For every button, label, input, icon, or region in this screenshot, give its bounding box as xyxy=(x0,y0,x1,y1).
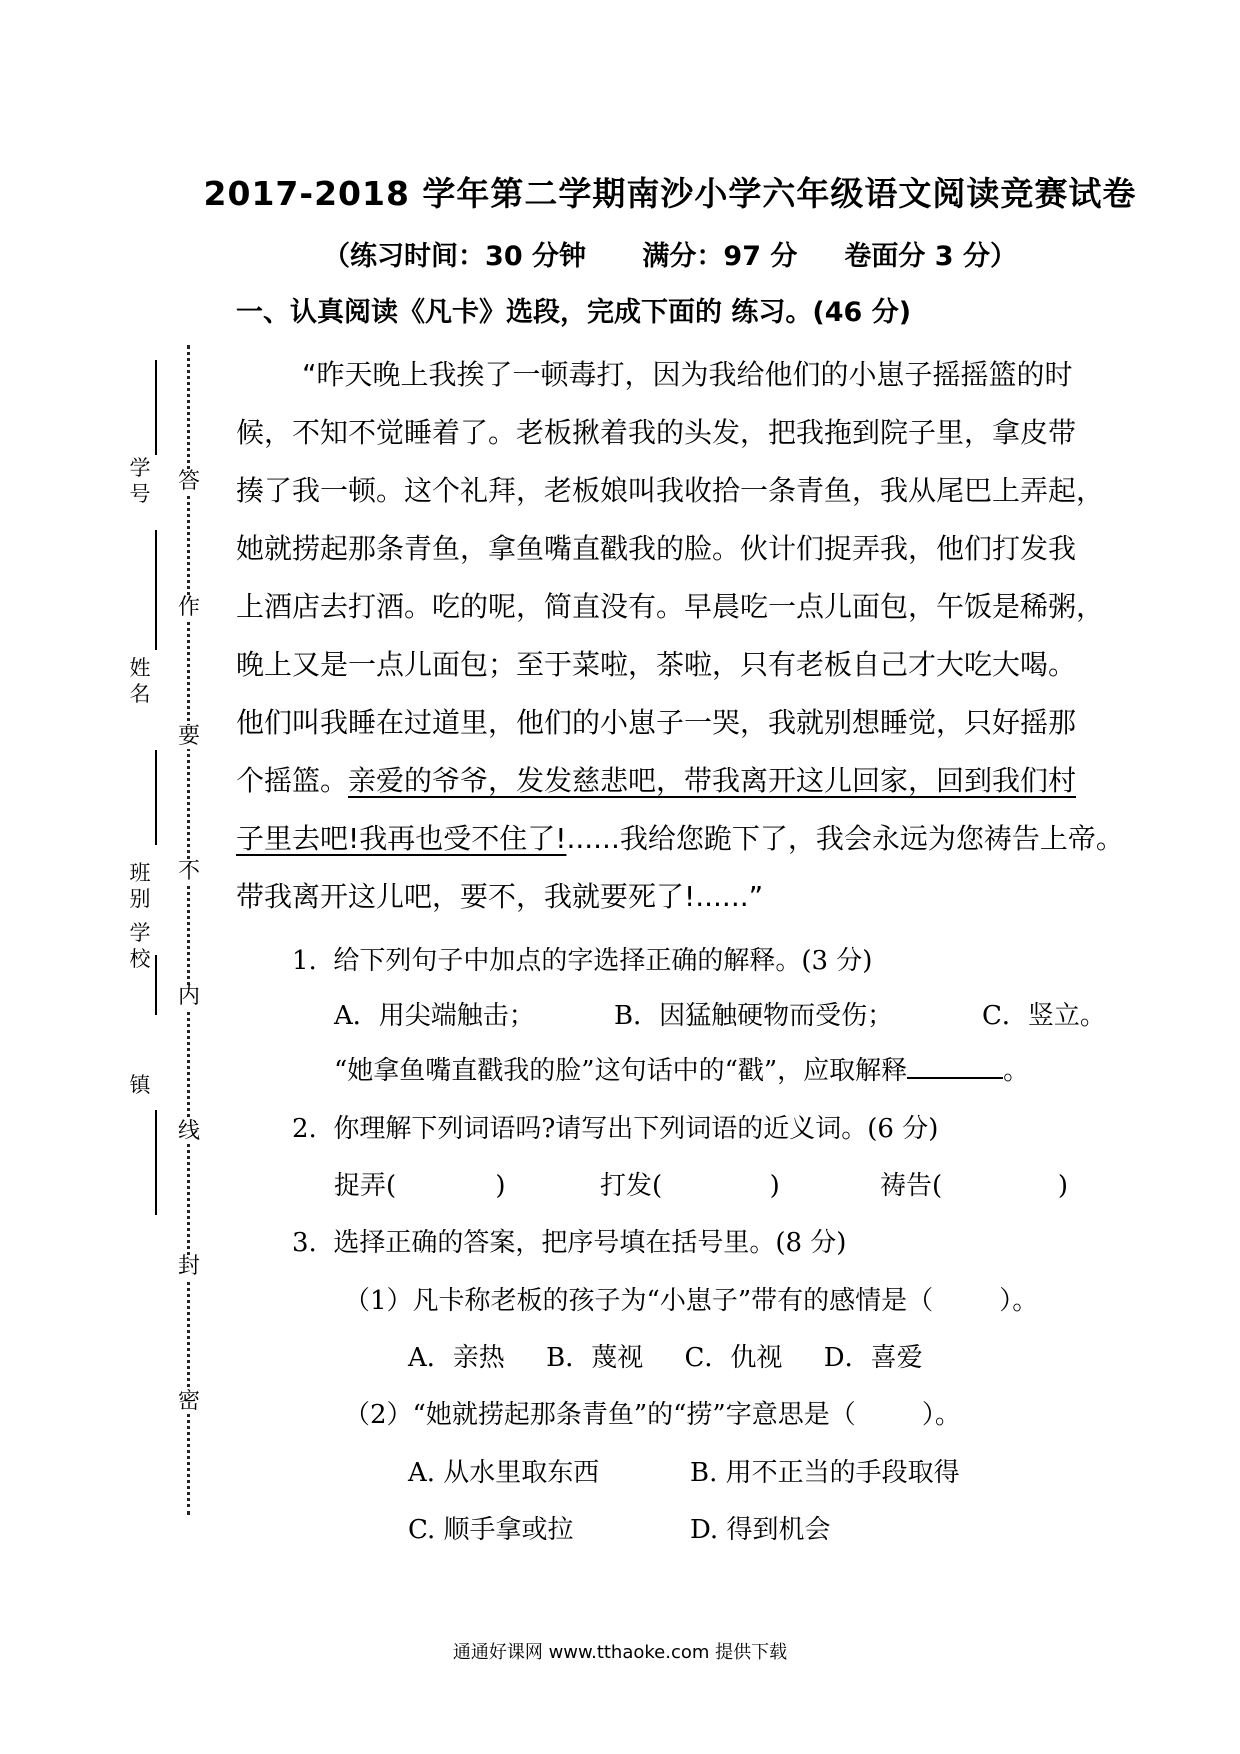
footer-source: 通通好课网 www.tthaoke.com 提供下载 xyxy=(452,1642,788,1663)
passage-line: 她就捞起那条青鱼，拿鱼嘴直戳我的脸。伙计们捉弄我，他们打发我 xyxy=(236,532,1077,565)
cut-line-char: 作 xyxy=(178,595,201,620)
passage-line: 带我离开这儿吧，要不，我就要死了!......” xyxy=(236,880,764,913)
class-label: 班别 xyxy=(129,861,151,911)
passage-line: 他们叫我睡在过道里，他们的小崽子一哭，我就别想睡觉，只好摇那 xyxy=(236,706,1077,739)
passage-line: 揍了我一顿。这个礼拜，老板娘叫我收拾一条青鱼，我从尾巴上弄起， xyxy=(236,474,1105,507)
passage-text: 个摇篮。 xyxy=(236,764,349,797)
town-label: 镇 xyxy=(129,1073,151,1097)
cut-line-char: 封 xyxy=(178,1254,201,1279)
passage-line xyxy=(236,810,1126,868)
reading-passage xyxy=(236,346,1126,926)
cut-line-char: 要 xyxy=(178,724,201,749)
q1-sentence xyxy=(334,1050,1029,1087)
q3-sub-2-option-b: B. 用不正当的手段取得 xyxy=(690,1458,960,1488)
q3-sub-1-options: A．亲热 B．蔑视 C．仇视 D．喜爱 xyxy=(408,1343,923,1373)
answer-blank[interactable] xyxy=(907,1053,1003,1079)
passage-line: 上酒店去打酒。吃的呢，简直没有。早晨吃一点儿面包，午饭是稀粥， xyxy=(236,590,1105,623)
q1-sentence-text: “她拿鱼嘴直戳我的脸”这句话中的“戳”，应取解释 xyxy=(334,1056,908,1086)
name-label: 姓名 xyxy=(129,656,151,706)
school-line[interactable] xyxy=(155,955,157,1015)
student-id-label: 学号 xyxy=(129,456,151,506)
q3-sub-2-option-c: C. 顺手拿或拉 xyxy=(408,1515,574,1545)
cut-line-char: 答 xyxy=(178,469,201,494)
town-line[interactable] xyxy=(155,1110,157,1215)
school-label: 学校 xyxy=(129,921,151,971)
question-1-prompt: 1. 给下列句子中加点的字选择正确的解释。(3 分) xyxy=(292,946,873,976)
q1-option-c: C．竖立。 xyxy=(982,1001,1106,1031)
passage-line xyxy=(236,752,1126,810)
student-id-line[interactable] xyxy=(155,360,157,455)
cut-line-char: 内 xyxy=(178,984,201,1009)
passage-line: 候，不知不觉睡着了。老板揪着我的头发，把我拖到院子里，拿皮带 xyxy=(236,416,1077,449)
underlined-sentence: 亲爱的爷爷，发发慈悲吧，带我离开这儿回家，回到我们村 xyxy=(348,764,1077,797)
section-heading: 一、认真阅读《凡卡》选段，完成下面的 练习。(46 分) xyxy=(236,297,912,328)
class-line[interactable] xyxy=(155,750,157,845)
question-3-prompt: 3. 选择正确的答案，把序号填在括号里。(8 分) xyxy=(292,1228,847,1258)
cut-line-char: 不 xyxy=(178,859,201,884)
q3-sub-1: （1）凡卡称老板的孩子为“小崽子”带有的感情是（ ）。 xyxy=(344,1286,1039,1316)
binding-dotted-line xyxy=(187,345,190,1515)
q1-sentence-end: 。 xyxy=(1003,1056,1030,1086)
q3-sub-2-option-a: A. 从水里取东西 xyxy=(408,1458,600,1488)
q1-option-a: A．用尖端触击； xyxy=(334,1001,535,1031)
q3-sub-2: （2）“她就捞起那条青鱼”的“捞”字意思是（ ）。 xyxy=(344,1400,961,1430)
q2-word-3[interactable]: 祷告( ) xyxy=(880,1171,1068,1201)
question-2-prompt: 2. 你理解下列词语吗?请写出下列词语的近义词。(6 分) xyxy=(292,1114,939,1144)
passage-line: “昨天晚上我挨了一顿毒打，因为我给他们的小崽子摇摇篮的时 xyxy=(302,358,1073,391)
exam-title: 2017-2018 学年第二学期南沙小学六年级语文阅读竞赛试卷 xyxy=(203,174,1137,213)
exam-subtitle: （练习时间：30 分钟 满分：97 分 卷面分 3 分） xyxy=(323,241,1017,272)
name-line[interactable] xyxy=(155,530,157,650)
underlined-sentence: 子里去吧!我再也受不住了! xyxy=(236,822,567,855)
q2-word-1[interactable]: 捉弄( ) xyxy=(334,1171,506,1201)
passage-line: 晚上又是一点儿面包；至于菜啦，茶啦，只有老板自己才大吃大喝。 xyxy=(236,648,1077,681)
q2-word-2[interactable]: 打发( ) xyxy=(600,1171,780,1201)
q1-option-b: B．因猛触硬物而受伤； xyxy=(614,1001,894,1031)
cut-line-char: 线 xyxy=(178,1119,201,1144)
passage-text: ......我给您跪下了，我会永远为您祷告上帝。 xyxy=(566,822,1124,855)
q3-sub-2-option-d: D. 得到机会 xyxy=(690,1515,831,1545)
cut-line-char: 密 xyxy=(178,1389,201,1414)
